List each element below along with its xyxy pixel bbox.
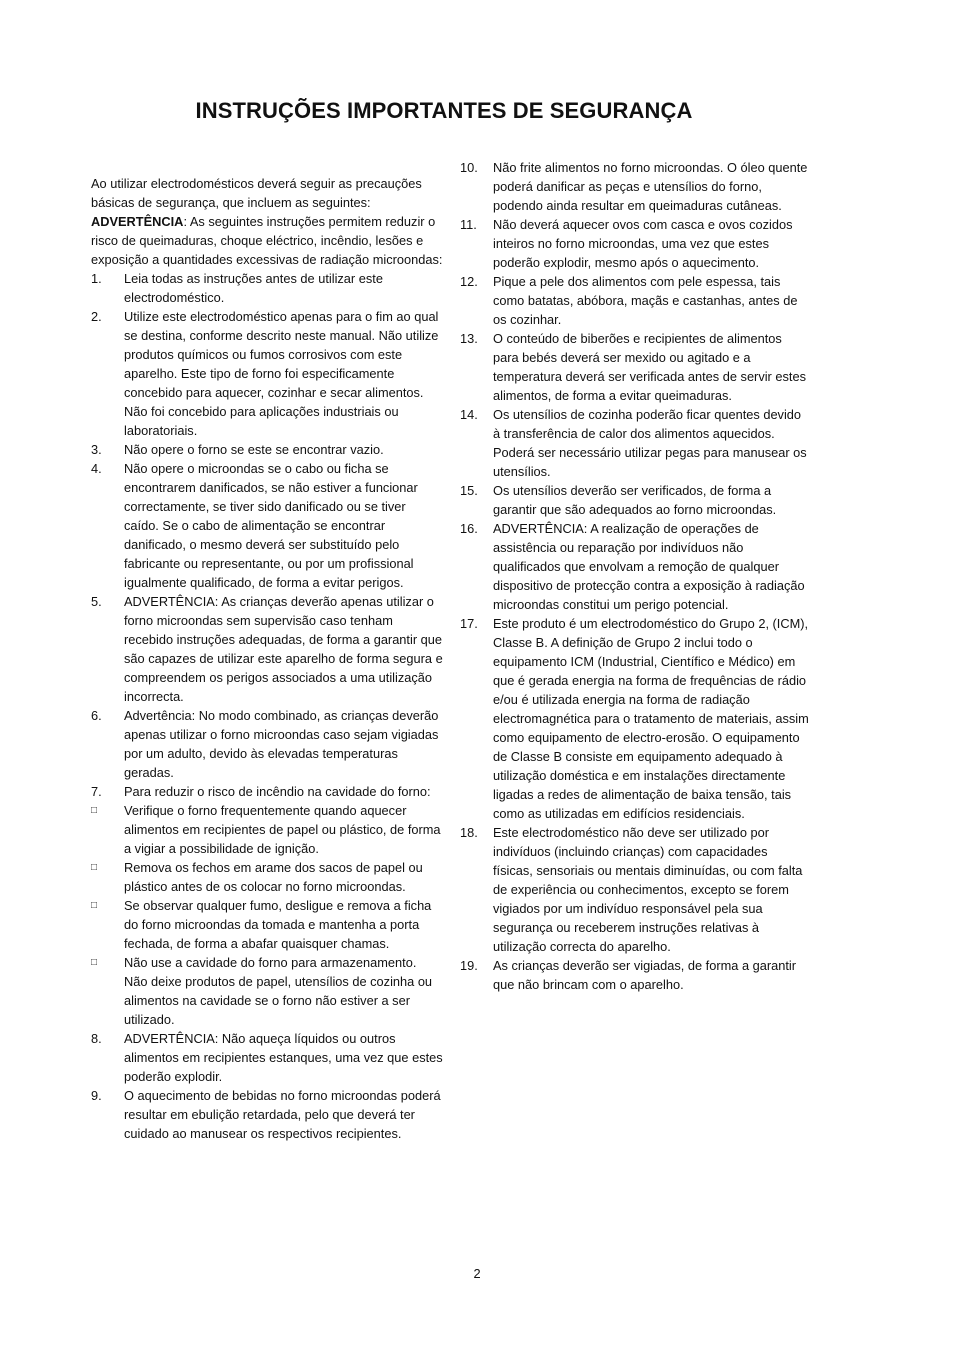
left-column [91, 174, 443, 1143]
item-text: Remova os fechos em arame dos sacos de papel ou plástico antes de os colocar no forno microondas. [124, 860, 423, 894]
item-text: ADVERTÊNCIA: A realização de operações de assistência ou reparação por indivíduos não qualificados que envolvam a remoção de qualquer dispositivo de protecção contra a exposição à radiação microondas constitui um perigo potencial. [493, 521, 805, 612]
list-item [91, 440, 443, 459]
item-text: ADVERTÊNCIA: As crianças deverão apenas utilizar o forno microondas sem supervisão caso tenham recebido instruções adequadas, de forma a garantir que são capazes de utilizar este aparelho de forma segura e compreendem os perigos associados a uma utilização incorrecta. [124, 594, 443, 704]
item-number: 1. [91, 271, 102, 286]
list-item [460, 956, 810, 994]
item-number: 18. [460, 825, 478, 840]
item-number: 10. [460, 160, 478, 175]
list-item [460, 519, 810, 614]
right-column [460, 158, 810, 994]
list-item [460, 272, 810, 329]
item-text: Este electrodoméstico não deve ser utilizado por indivíduos (incluindo crianças) com capacidades físicas, sensoriais ou mentais diminuídas, ou com falta de experiência ou conhecimentos, excepto se forem vigiados por um indivíduo responsável pela sua segurança ou receberem instruções relativas à utilização correcta do aparelho. [493, 825, 803, 954]
list-item [91, 307, 443, 440]
item-number: 12. [460, 274, 478, 289]
item-text: Pique a pele dos alimentos com pele espessa, tais como batatas, abóbora, maçãs e castanhas, antes de os cozinhar. [493, 274, 798, 327]
warning-paragraph [91, 212, 443, 269]
item-number: □ [91, 805, 98, 816]
item-text: Advertência: No modo combinado, as crianças deverão apenas utilizar o forno microondas caso sejam vigiadas por um adulto, devido às elevadas temperaturas geradas. [124, 708, 439, 780]
item-number: 5. [91, 594, 102, 609]
page-number: 2 [473, 1266, 481, 1281]
left-instruction-list [91, 269, 443, 1143]
list-item [91, 1086, 443, 1143]
item-text: O conteúdo de biberões e recipientes de alimentos para bebés deverá ser mexido ou agitado e a temperatura deverá ser verificada antes de servir estes alimentos, de forma a evitar queimaduras. [493, 331, 806, 403]
list-item [460, 614, 810, 823]
item-number: □ [91, 900, 98, 911]
intro-paragraph: Ao utilizar electrodomésticos deverá seguir as precauções básicas de segurança, que incluem as seguintes: [91, 176, 422, 210]
warning-text: : As seguintes instruções permitem reduzir o risco de queimaduras, choque eléctrico, incêndio, lesões e exposição a quantidades excessivas de radiação microondas: [91, 214, 443, 267]
item-number: 2. [91, 309, 102, 324]
item-number: □ [91, 862, 98, 873]
item-number: 11. [460, 217, 477, 232]
right-instruction-list [460, 158, 810, 994]
list-item [460, 329, 810, 405]
item-number: 8. [91, 1031, 102, 1046]
item-number: 4. [91, 461, 102, 476]
item-number: 19. [460, 958, 478, 973]
item-text: Verifique o forno frequentemente quando aquecer alimentos em recipientes de papel ou plástico, de forma a vigiar a possibilidade de ignição. [124, 803, 441, 856]
list-item [91, 782, 443, 801]
item-number: 6. [91, 708, 102, 723]
item-text: ADVERTÊNCIA: Não aqueça líquidos ou outros alimentos em recipientes estanques, uma vez que estes poderão explodir. [124, 1031, 443, 1084]
item-text: Não frite alimentos no forno microondas. O óleo quente poderá danificar as peças e utensílios do forno, podendo ainda resultar em queimaduras cutâneas. [493, 160, 808, 213]
list-item [460, 481, 810, 519]
list-item [91, 801, 443, 858]
list-item [91, 1029, 443, 1086]
list-item [460, 823, 810, 956]
list-item [91, 858, 443, 896]
item-number: 17. [460, 616, 478, 631]
item-text: As crianças deverão ser vigiadas, de forma a garantir que não brincam com o aparelho. [493, 958, 797, 992]
item-text: Se observar qualquer fumo, desligue e remova a ficha do forno microondas da tomada e mantenha a porta fechada, de forma a abafar quaisquer chamas. [124, 898, 432, 951]
item-text: Para reduzir o risco de incêndio na cavidade do forno: [124, 784, 431, 799]
item-text: O aquecimento de bebidas no forno microondas poderá resultar em ebulição retardada, pelo que deverá ter cuidado ao manusear os respectivos recipientes. [124, 1088, 441, 1141]
list-item [91, 706, 443, 782]
list-item [91, 459, 443, 592]
list-item [91, 896, 443, 953]
item-text: Este produto é um electrodoméstico do Grupo 2, (ICM), Classe B. A definição de Grupo 2 inclui todo o equipamento ICM (Industrial, Científico e Médico) em que é gerada energia na forma de frequências de rádio e/ou é utilizada energia na forma de radiação electromagnética para o tratamento de materiais, assim como equipamento de electro-erosão. O equipamento de Classe B consiste em equipamento adequado à utilização doméstica e em instalações directamente ligadas a redes de alimentação de baixa tensão, tais como as utilizadas em edifícios residenciais. [493, 616, 809, 821]
item-number: 3. [91, 442, 102, 457]
list-item [91, 953, 443, 1029]
list-item [91, 592, 443, 706]
warning-label: ADVERTÊNCIA [91, 214, 184, 229]
list-item [460, 405, 810, 481]
item-text: Não opere o microondas se o cabo ou ficha se encontrarem danificados, se não estiver a funcionar correctamente, se tiver sido danificado ou se tiver caído. Se o cabo de alimentação se encontrar danificado, o mesmo deverá ser substituído pelo fabricante ou representante, ou por um profissional igualmente qualificado, de forma a evitar perigos. [124, 461, 418, 590]
item-text: Leia todas as instruções antes de utilizar este electrodoméstico. [124, 271, 383, 305]
item-text: Os utensílios de cozinha poderão ficar quentes devido à transferência de calor dos alimentos aquecidos. Poderá ser necessário utilizar pegas para manusear os utensílios. [493, 407, 807, 479]
item-number: 7. [91, 784, 102, 799]
item-text: Não deverá aquecer ovos com casca e ovos cozidos inteiros no forno microondas, uma vez que estes poderão explodir, mesmo após o aquecimento. [493, 217, 793, 270]
item-text: Os utensílios deverão ser verificados, de forma a garantir que são adequados ao forno microondas. [493, 483, 777, 517]
item-number: 16. [460, 521, 478, 536]
list-item [460, 158, 810, 215]
list-item [460, 215, 810, 272]
item-text: Não opere o forno se este se encontrar vazio. [124, 442, 384, 457]
item-number: 9. [91, 1088, 102, 1103]
list-item [91, 269, 443, 307]
item-number: 15. [460, 483, 478, 498]
item-number: 14. [460, 407, 478, 422]
item-text: Utilize este electrodoméstico apenas para o fim ao qual se destina, conforme descrito neste manual. Não utilize produtos químicos ou fumos corrosivos com este aparelho. Este tipo de forno foi especificamente concebido para aquecer, cozinhar e secar alimentos. Não foi concebido para aplicações industriais ou laboratoriais. [124, 309, 439, 438]
item-number: □ [91, 957, 98, 968]
item-number: 13. [460, 331, 478, 346]
item-text: Não use a cavidade do forno para armazenamento. Não deixe produtos de papel, utensílios de cozinha ou alimentos na cavidade se o forno não estiver a ser utilizado. [124, 955, 433, 1027]
page-title: INSTRUÇÕES IMPORTANTES DE SEGURANÇA [195, 98, 693, 123]
